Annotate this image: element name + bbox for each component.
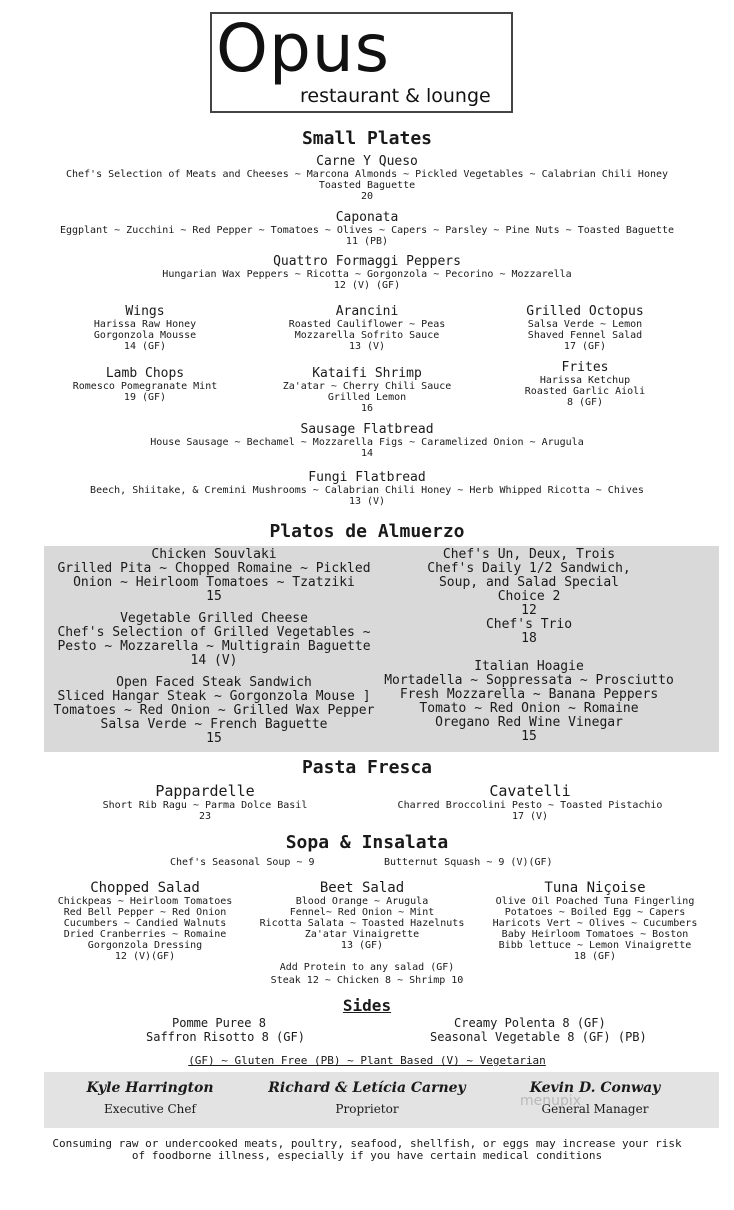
dish-description: Haricots Vert ~ Olives ~ Cucumbers xyxy=(492,918,698,929)
staff-role: Executive Chef xyxy=(104,1102,196,1116)
dish-name: Frites xyxy=(561,360,609,375)
dish-price: 19 (GF) xyxy=(123,392,167,403)
dish-description: Mozzarella Sofrito Sauce xyxy=(294,330,440,341)
dish-name: Arancini xyxy=(335,304,399,319)
dish-description: Gorgonzola Dressing xyxy=(87,940,203,951)
dish-name: Tuna Niçoise xyxy=(544,880,646,896)
dish-name: Carne Y Queso xyxy=(316,154,418,169)
dish-name: Kataifi Shrimp xyxy=(312,366,422,381)
signature: Kevin D. Conway xyxy=(529,1080,661,1096)
dish-description: Tomato ~ Red Onion ~ Romaine xyxy=(419,701,639,716)
dish-description: Eggplant ~ Zucchini ~ Red Pepper ~ Tomatoes ~ Olives ~ Capers ~ Parsley ~ Pine Nuts ~ Toasted Baguette xyxy=(59,225,675,236)
dish-price: 15 xyxy=(521,729,537,744)
sides-right xyxy=(430,1016,647,1044)
menu-item-steak-sandwich xyxy=(44,676,384,746)
dish-description: Red Bell Pepper ~ Red Onion xyxy=(63,907,227,918)
menu-item-chopped-salad xyxy=(50,880,240,962)
dish-description: Mortadella ~ Soppressata ~ Prosciutto xyxy=(384,673,674,688)
food-safety-disclaimer xyxy=(0,1138,734,1162)
dish-name: Fungi Flatbread xyxy=(308,470,426,485)
dish-price: 14 xyxy=(360,448,374,459)
dish-price: 14 (GF) xyxy=(123,341,167,352)
side-pomme-puree: Pomme Puree 8 xyxy=(172,1016,266,1030)
restaurant-subtitle: restaurant & lounge xyxy=(300,85,491,107)
menu-item-fungi-flatbread xyxy=(0,470,734,507)
dish-description: Toasted Baguette xyxy=(318,180,416,191)
dish-price: 14 (V) xyxy=(190,653,238,668)
dish-description: House Sausage ~ Bechamel ~ Mozzarella Figs ~ Caramelized Onion ~ Arugula xyxy=(150,437,584,448)
side-saffron-risotto: Saffron Risotto 8 (GF) xyxy=(146,1030,305,1044)
dish-description: Chef's Selection of Meats and Cheeses ~ Marcona Almonds ~ Pickled Vegetables ~ Calabrian Chili Honey xyxy=(65,169,669,180)
menu-item-italian-hoagie xyxy=(384,660,674,744)
dish-option: Chef's Trio xyxy=(485,617,573,632)
dish-description: Harissa Ketchup xyxy=(539,375,631,386)
dish-description: Potatoes ~ Boiled Egg ~ Capers xyxy=(504,907,686,918)
dish-name: Caponata xyxy=(335,210,399,225)
section-title-sopa: Sopa & Insalata xyxy=(285,832,449,853)
dish-price: 15 xyxy=(206,589,222,604)
dish-description: Sliced Hangar Steak ~ Gorgonzola Mouse ] xyxy=(57,689,371,704)
section-title-small-plates: Small Plates xyxy=(301,128,433,149)
menu-item-quattro-formaggi xyxy=(0,254,734,291)
dish-description: Grilled Pita ~ Chopped Romaine ~ Pickled xyxy=(57,561,371,576)
dish-name: Pappardelle xyxy=(155,782,255,800)
dish-description: Chef's Selection of Grilled Vegetables ~ xyxy=(57,625,371,640)
soup-of-day: Chef's Seasonal Soup ~ 9 xyxy=(170,857,315,868)
dish-name: Sausage Flatbread xyxy=(300,422,434,437)
dish-price: 11 (PB) xyxy=(345,236,389,247)
staff-proprietor xyxy=(262,1080,472,1116)
dish-description: Pesto ~ Mozzarella ~ Multigrain Baguette xyxy=(57,639,371,654)
dish-price: 23 xyxy=(198,811,212,822)
dish-description: Short Rib Ragu ~ Parma Dolce Basil xyxy=(102,800,308,811)
dish-name: Grilled Octopus xyxy=(526,304,644,319)
dish-description: Grilled Lemon xyxy=(327,392,407,403)
dish-description: Dried Cranberries ~ Romaine xyxy=(63,929,227,940)
section-title-pasta: Pasta Fresca xyxy=(301,757,433,778)
dish-price: 13 (V) xyxy=(348,496,386,507)
menu-item-pappardelle xyxy=(60,782,350,822)
dish-description: Oregano Red Wine Vinegar xyxy=(435,715,623,730)
dish-description: Fresh Mozzarella ~ Banana Peppers xyxy=(399,687,659,702)
dish-name: Cavatelli xyxy=(489,782,571,800)
disclaimer-line: of foodborne illness, especially if you have certain medical conditions xyxy=(131,1149,603,1162)
dish-price: 16 xyxy=(360,403,374,414)
dish-price: 13 (V) xyxy=(348,341,386,352)
dish-name: Quattro Formaggi Peppers xyxy=(273,254,461,269)
staff-executive-chef xyxy=(60,1080,240,1116)
menu-item-caponata xyxy=(0,210,734,247)
staff-role: General Manager xyxy=(541,1102,649,1116)
dish-description: Za'atar ~ Cherry Chili Sauce xyxy=(282,381,452,392)
dish-description: Chickpeas ~ Heirloom Tomatoes xyxy=(57,896,233,907)
dish-price: 18 xyxy=(521,631,537,646)
dish-description: Za'atar Vinaigrette xyxy=(304,929,420,940)
watermark: menupix xyxy=(520,1093,582,1109)
signature: Richard & Letícia Carney xyxy=(268,1080,466,1096)
menu-item-chicken-souvlaki xyxy=(44,548,384,604)
dish-option: Choice 2 xyxy=(497,589,561,604)
dish-description: Blood Orange ~ Arugula xyxy=(295,896,429,907)
dish-price: 13 (GF) xyxy=(340,940,384,951)
dish-description: Ricotta Salata ~ Toasted Hazelnuts xyxy=(259,918,465,929)
dish-description: Salsa Verde ~ Lemon xyxy=(527,319,643,330)
dish-price: 12 (V) (GF) xyxy=(333,280,401,291)
menu-item-frites xyxy=(480,360,690,408)
dish-price: 15 xyxy=(206,731,222,746)
dish-description: Olive Oil Poached Tuna Fingerling xyxy=(495,896,695,907)
dish-description: Beech, Shiitake, & Cremini Mushrooms ~ Calabrian Chili Honey ~ Herb Whipped Ricotta ~ Chives xyxy=(90,485,644,496)
dish-name: Chef's Un, Deux, Trois xyxy=(442,547,616,562)
protein-addon-prices: Steak 12 ~ Chicken 8 ~ Shrimp 10 xyxy=(270,975,464,986)
restaurant-name: Opus xyxy=(216,10,391,87)
dish-description: Baby Heirloom Tomatoes ~ Boston xyxy=(501,929,689,940)
menu-item-cavatelli xyxy=(370,782,690,822)
menu-item-lamb-chops xyxy=(40,366,250,403)
dish-description: Harissa Raw Honey xyxy=(93,319,197,330)
menu-item-sausage-flatbread xyxy=(0,422,734,459)
dish-description: Bibb lettuce ~ Lemon Vinaigrette xyxy=(498,940,692,951)
dish-name: Lamb Chops xyxy=(105,366,185,381)
dish-name: Italian Hoagie xyxy=(474,659,584,674)
dish-description: Cucumbers ~ Candied Walnuts xyxy=(63,918,227,929)
dish-description: Shaved Fennel Salad xyxy=(527,330,643,341)
dish-description: Salsa Verde ~ French Baguette xyxy=(100,717,328,732)
dish-name: Chopped Salad xyxy=(90,880,200,896)
dish-price: 18 (GF) xyxy=(573,951,617,962)
menu-item-tuna-nicoise xyxy=(480,880,710,962)
protein-addon-title: Add Protein to any salad (GF) xyxy=(279,962,455,973)
dish-description: Roasted Cauliflower ~ Peas xyxy=(288,319,446,330)
dish-description: Onion ~ Heirloom Tomatoes ~ Tzatziki xyxy=(73,575,355,590)
side-seasonal-vegetable: Seasonal Vegetable 8 (GF) (PB) xyxy=(430,1030,647,1044)
staff-role: Proprietor xyxy=(335,1102,399,1116)
dish-price: 17 (V) xyxy=(511,811,549,822)
dish-description: Chef's Daily 1/2 Sandwich, xyxy=(427,561,631,576)
menu-item-vegetable-grilled-cheese xyxy=(44,612,384,668)
dish-description: Hungarian Wax Peppers ~ Ricotta ~ Gorgonzola ~ Pecorino ~ Mozzarella xyxy=(162,269,572,280)
menu-item-carne-y-queso xyxy=(0,154,734,202)
dish-description: Gorgonzola Mousse xyxy=(93,330,197,341)
dish-price: 12 (V)(GF) xyxy=(114,951,176,962)
menu-item-arancini xyxy=(262,304,472,352)
dish-description: Romesco Pomegranate Mint xyxy=(72,381,218,392)
dish-description: Soup, and Salad Special xyxy=(438,575,619,590)
menu-item-kataifi-shrimp xyxy=(262,366,472,414)
disclaimer-line: Consuming raw or undercooked meats, poultry, seafood, shellfish, or eggs may increase your risk xyxy=(52,1137,682,1150)
side-creamy-polenta: Creamy Polenta 8 (GF) xyxy=(454,1016,606,1030)
dish-description: Charred Broccolini Pesto ~ Toasted Pistachio xyxy=(397,800,663,811)
sides-left xyxy=(146,1016,305,1044)
dish-name: Vegetable Grilled Cheese xyxy=(120,611,308,626)
dish-description: Fennel~ Red Onion ~ Mint xyxy=(289,907,435,918)
dish-description: Tomatoes ~ Red Onion ~ Grilled Wax Pepper xyxy=(53,703,375,718)
dish-name: Beet Salad xyxy=(319,880,405,896)
soup-butternut: Butternut Squash ~ 9 (V)(GF) xyxy=(384,857,553,868)
dish-price: 17 (GF) xyxy=(563,341,607,352)
section-title-sides: Sides xyxy=(342,996,392,1015)
menu-item-beet-salad xyxy=(252,880,472,951)
dish-description: Roasted Garlic Aioli xyxy=(524,386,646,397)
dietary-legend: (GF) ~ Gluten Free (PB) ~ Plant Based (V) ~ Vegetarian xyxy=(188,1054,546,1067)
dish-name: Chicken Souvlaki xyxy=(151,547,277,562)
dish-name: Wings xyxy=(125,304,165,319)
menu-item-wings xyxy=(40,304,250,352)
section-title-lunch: Platos de Almuerzo xyxy=(269,521,465,542)
dish-price: 12 xyxy=(521,603,537,618)
signature: Kyle Harrington xyxy=(86,1080,214,1096)
dish-price: 20 xyxy=(360,191,374,202)
menu-item-un-deux-trois xyxy=(384,548,674,646)
dish-price: 8 (GF) xyxy=(566,397,604,408)
menu-item-grilled-octopus xyxy=(480,304,690,352)
dish-name: Open Faced Steak Sandwich xyxy=(116,675,312,690)
